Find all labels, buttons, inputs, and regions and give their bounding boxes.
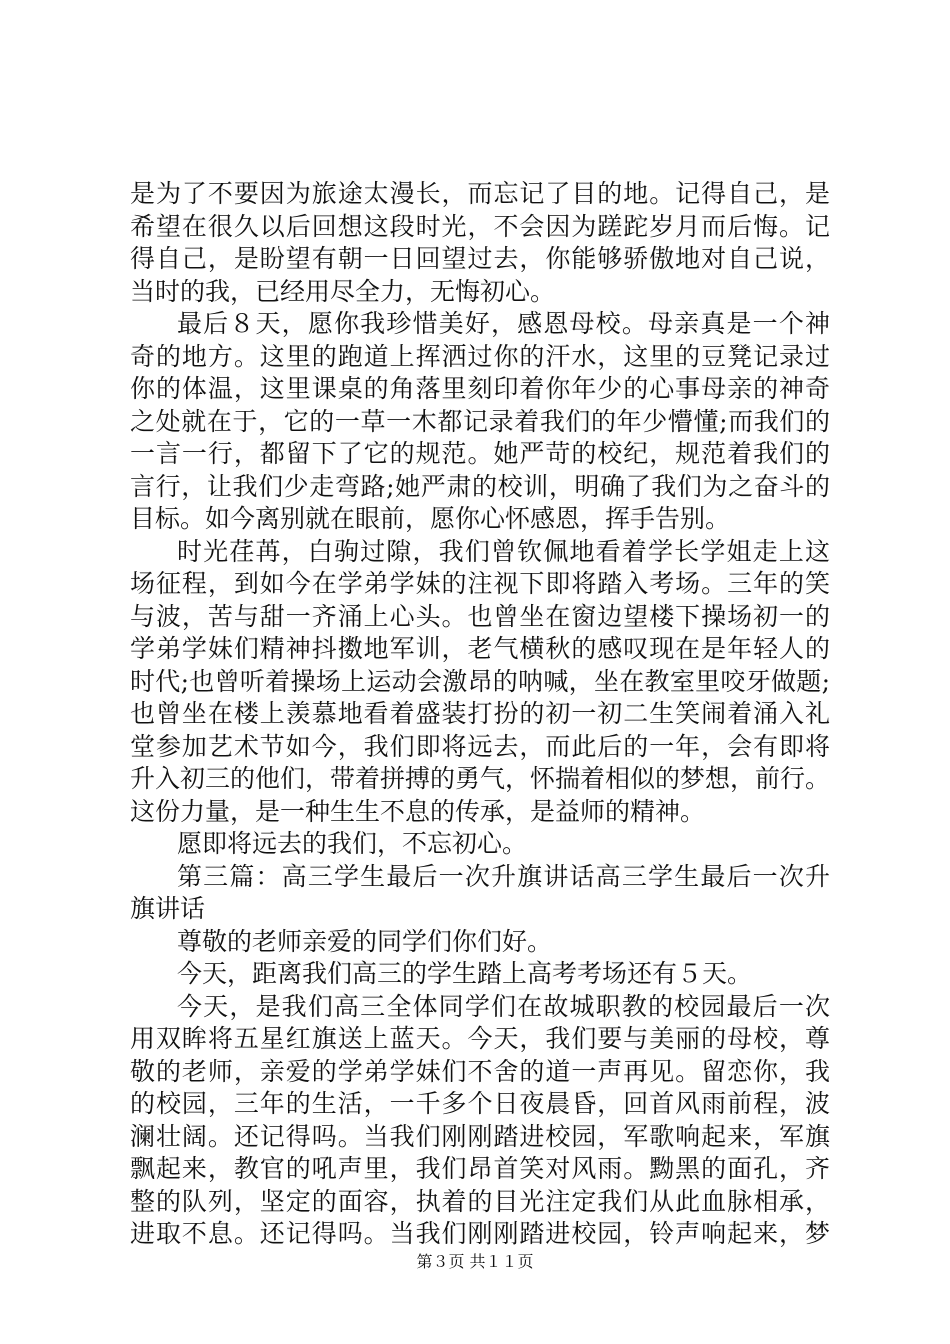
text-line: 今天，距离我们高三的学生踏上高考考场还有５天。 xyxy=(177,959,753,988)
body-text xyxy=(130,178,830,1251)
text-line: 今天，是我们高三全体同学们在故城职教的校园最后一次 xyxy=(177,991,830,1021)
text-line: 堂参加艺术节如今，我们即将远去，而此后的一年，会有即将 xyxy=(130,731,830,761)
text-line: 得自己，是盼望有朝一日回望过去，你能够骄傲地对自己说， xyxy=(130,244,830,273)
text-line: 目标。如今离别就在眼前，愿你心怀感恩，挥手告别。 xyxy=(130,504,731,533)
text-line: 最后８天，愿你我珍惜美好，感恩母校。母亲真是一个神 xyxy=(177,309,830,338)
text-line: 升入初三的他们，带着拼搏的勇气，怀揣着相似的梦想，前行。 xyxy=(130,764,831,793)
text-line: 用双眸将五星红旗送上蓝天。今天，我们要与美丽的母校，尊 xyxy=(130,1024,830,1053)
text-line: 一言一行，都留下了它的规范。她严苛的校纪，规范着我们的 xyxy=(130,439,830,468)
text-line: 学弟学妹们精神抖擞地军训，老气横秋的感叹现在是年轻人的 xyxy=(130,634,830,663)
text-line: 旗讲话 xyxy=(130,894,206,923)
text-line: 时光荏苒，白驹过隙，我们曾钦佩地看着学长学姐走上这 xyxy=(177,536,830,566)
text-line: 敬的老师，亲爱的学弟学妹们不舍的道一声再见。留恋你，我 xyxy=(130,1056,830,1086)
text-line: 飘起来，教官的吼声里，我们昂首笑对风雨。黝黑的面孔，齐 xyxy=(130,1154,830,1183)
text-line: 澜壮阔。还记得吗。当我们刚刚踏进校园，军歌响起来，军旗 xyxy=(130,1121,830,1151)
text-line: 当时的我，已经用尽全力，无悔初心。 xyxy=(130,276,556,306)
text-line: 时代;也曾听着操场上运动会激昂的呐喊，坐在教室里咬牙做题; xyxy=(130,666,830,696)
text-line: 第三篇：高三学生最后一次升旗讲话高三学生最后一次升 xyxy=(177,861,830,891)
text-line: 整的队列，坚定的面容，执着的目光注定我们从此血脉相承， xyxy=(130,1186,830,1216)
text-line: 也曾坐在楼上羡慕地看着盛装打扮的初一初二生笑闹着涌入礼 xyxy=(130,699,830,728)
text-line: 言行，让我们少走弯路;她严肃的校训，明确了我们为之奋斗的 xyxy=(130,471,830,501)
text-line: 进取不息。还记得吗。当我们刚刚踏进校园，铃声响起来，梦 xyxy=(130,1219,830,1248)
text-line: 希望在很久以后回想这段时光，不会因为蹉跎岁月而后悔。记 xyxy=(130,211,830,241)
text-line: 这份力量，是一种生生不息的传承，是益师的精神。 xyxy=(130,796,706,826)
text-line: 愿即将远去的我们，不忘初心。 xyxy=(177,829,528,858)
text-line: 之处就在于，它的一草一木都记录着我们的年少懵懂;而我们的 xyxy=(130,406,830,436)
text-line: 尊敬的老师亲爱的同学们你们好。 xyxy=(177,926,553,956)
text-line: 是为了不要因为旅途太漫长，而忘记了目的地。记得自己，是 xyxy=(130,179,830,208)
text-line: 奇的地方。这里的跑道上挥洒过你的汗水，这里的豆凳记录过 xyxy=(130,341,830,371)
text-line: 场征程，到如今在学弟学妹的注视下即将踏入考场。三年的笑 xyxy=(130,569,830,598)
text-line: 你的体温，这里课桌的角落里刻印着你年少的心事母亲的神奇 xyxy=(130,374,830,403)
page-footer: 第３页 共１１页 xyxy=(416,1252,534,1271)
text-line: 的校园，三年的生活，一千多个日夜晨昏，回首风雨前程，波 xyxy=(130,1089,830,1118)
text-line: 与波，苦与甜一齐涌上心头。也曾坐在窗边望楼下操场初一的 xyxy=(130,601,830,631)
